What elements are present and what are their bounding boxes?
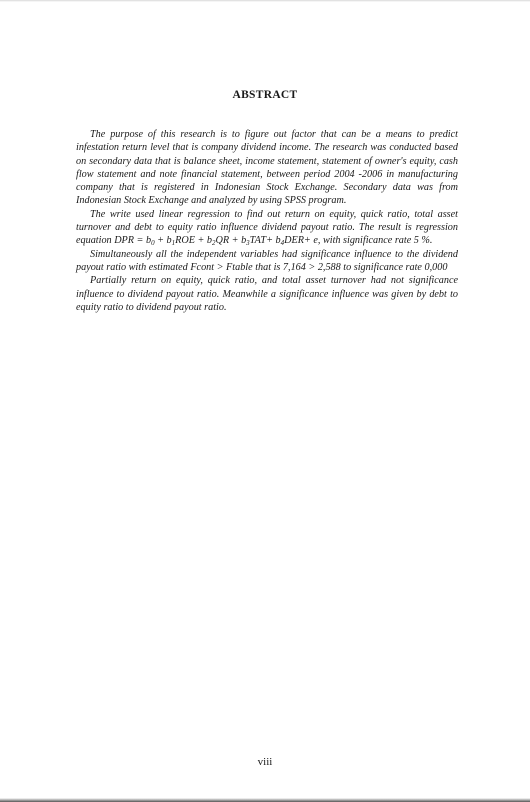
equation-part-1: ROE + b bbox=[175, 235, 213, 247]
page-number: viii bbox=[257, 756, 273, 768]
coef-subscript-1: 1 bbox=[171, 239, 176, 248]
page-bottom-edge bbox=[0, 798, 530, 802]
regression-text: The write used linear regression to find out return on equity, quick ratio, total asset turnover and debt to equity ratio influence dividend payout ratio. The result is regression equation DPR = b bbox=[76, 208, 458, 247]
abstract-paragraph-regression bbox=[76, 208, 458, 248]
coef-subscript-2: 2 bbox=[212, 239, 216, 248]
coef-subscript-3: 3 bbox=[246, 239, 250, 248]
abstract-body bbox=[76, 128, 458, 314]
abstract-paragraph-purpose: The purpose of this research is to figure out factor that can be a means to predict infestation return level that is company dividend income. The research was conducted based on secondary data that is balance sheet, income statement, statement of owner's equity, cash flow statement and note financial statement, between period 2004 -2006 in manufacturing company that is registered in Indonesian Stock Exchange. Secondary data was from Indonesian Stock Exchange and analyzed by using SPSS program. bbox=[76, 129, 458, 207]
abstract-paragraph-partial: Partially return on equity, quick ratio, and total asset turnover had not significance influence to dividend payout ratio. Meanwhile a significance influence was given by debt to equity ratio to dividend payout ratio. bbox=[76, 275, 458, 313]
equation-part-4: DER+ e, with significance rate 5 %. bbox=[284, 235, 433, 247]
equation-part-3: TAT+ b bbox=[249, 235, 281, 247]
page-top-edge bbox=[0, 0, 530, 2]
abstract-title: ABSTRACT bbox=[232, 89, 298, 101]
abstract-paragraph-simultaneous: Simultaneously all the independent variables had significance influence to the dividend payout ratio with estimated Fcont > Ftable that is 7,164 > 2,588 to significance rate 0,000 bbox=[76, 248, 458, 273]
equation-part-2: QR + b bbox=[215, 235, 247, 247]
coef-subscript-4: 4 bbox=[280, 239, 285, 248]
equation-part-0: + b bbox=[154, 235, 172, 247]
coef-subscript-0: 0 bbox=[151, 239, 155, 248]
